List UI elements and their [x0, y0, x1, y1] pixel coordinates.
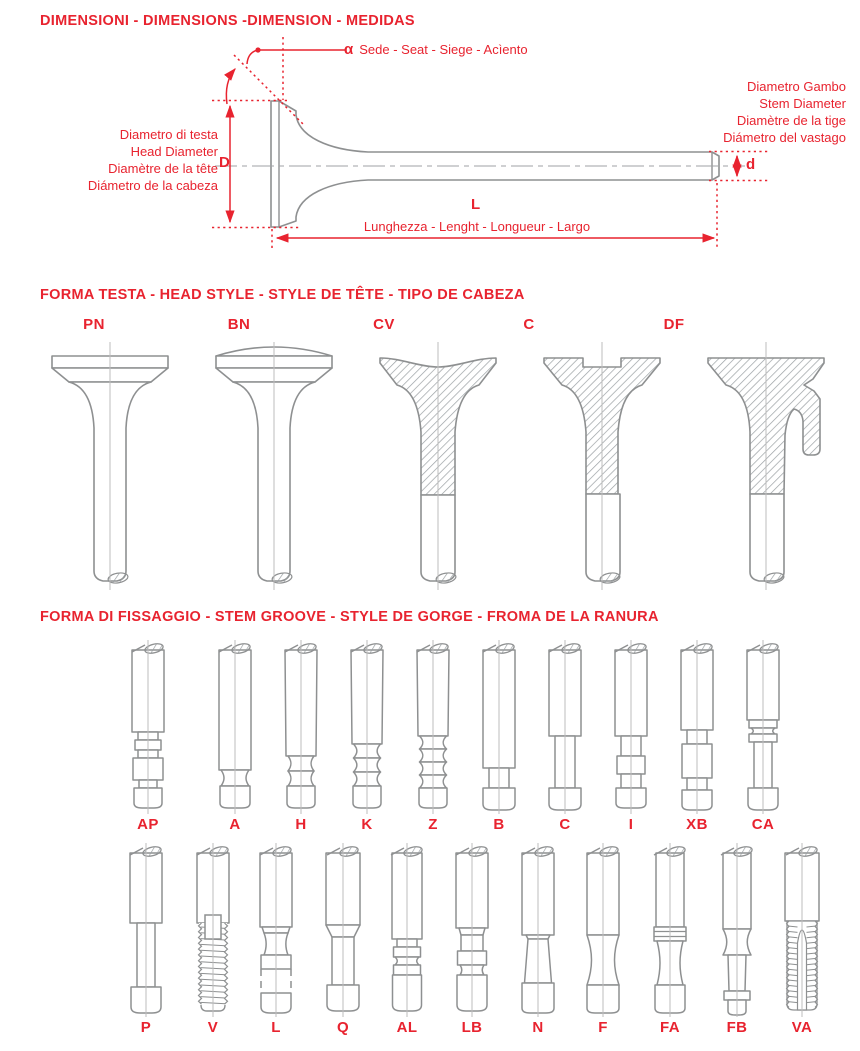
stem-groove-label-n: N [532, 1019, 544, 1036]
head-styles-section-title: FORMA TESTA - HEAD STYLE - STYLE DE TÊTE - TIPO DE CABEZA [40, 287, 525, 303]
head-style-drawing-cv [372, 338, 504, 596]
stem-groove-label-l: L [271, 1019, 281, 1036]
stem-groove-figure-q [310, 843, 376, 1036]
stem-groove-drawing-c [532, 640, 598, 814]
stem-groove-figure-n [505, 843, 571, 1036]
stem-groove-figure-fb [704, 843, 770, 1036]
stem-groove-drawing-z [400, 640, 466, 814]
stem-groove-figure-ca [730, 640, 796, 833]
stem-groove-label-f: F [598, 1019, 608, 1036]
stem-groove-drawing-h [268, 640, 334, 814]
stem-groove-drawing-xb [664, 640, 730, 814]
stem-groove-figure-k [334, 640, 400, 833]
stem-groove-drawing-n [505, 843, 571, 1017]
seat-angle-label [344, 41, 528, 58]
stem-diameter-symbol: d [746, 156, 756, 173]
stem-groove-drawing-lb [439, 843, 505, 1017]
stem-groove-figure-a [202, 640, 268, 833]
stem-groove-label-ca: CA [751, 816, 775, 833]
length-symbol: L [471, 196, 481, 213]
stem-groove-label-fb: FB [726, 1019, 748, 1036]
stem-groove-label-v: V [207, 1019, 219, 1036]
stem-groove-drawing-va [769, 843, 835, 1017]
stem-groove-label-h: H [295, 816, 307, 833]
seat-angle-text: Sede - Seat - Siege - Acìento [359, 42, 528, 57]
stem-groove-drawing-a [202, 640, 268, 814]
stem-groove-label-b: B [493, 816, 505, 833]
head-style-figure-df [700, 338, 832, 596]
head-style-figure-pn [44, 338, 176, 596]
dimensions-section-title: DIMENSIONI - DIMENSIONS -DIMENSION - MEDIDAS [40, 13, 415, 29]
stem-groove-label-xb: XB [686, 816, 708, 833]
head-style-figure-cv [372, 338, 504, 596]
stem-groove-figure-fa [637, 843, 703, 1036]
head-style-label-bn: BN [227, 316, 251, 333]
stem-groove-label-k: K [361, 816, 373, 833]
seat-angle-dot [255, 47, 260, 52]
seat-angle-symbol: α [344, 41, 354, 58]
stem-groove-drawing-p [113, 843, 179, 1017]
stem-groove-drawing-q [310, 843, 376, 1017]
stem-groove-figure-lb [439, 843, 505, 1036]
head-style-figure-bn [208, 338, 340, 596]
stem-groove-figure-b [466, 640, 532, 833]
stem-groove-row-2 [0, 843, 860, 1041]
stem-groove-drawing-v [180, 843, 246, 1017]
stem-groove-label-al: AL [396, 1019, 418, 1036]
stem-groove-figure-f [570, 843, 636, 1036]
stem-groove-label-ap: AP [137, 816, 159, 833]
stem-groove-drawing-ap [115, 640, 181, 814]
stem-groove-drawing-al [374, 843, 440, 1017]
stem-groove-figure-h [268, 640, 334, 833]
stem-groove-label-va: VA [791, 1019, 813, 1036]
stem-groove-figure-ap [115, 640, 181, 833]
stem-groove-drawing-f [570, 843, 636, 1017]
head-style-figure-c [536, 338, 668, 596]
stem-groove-label-p: P [140, 1019, 152, 1036]
stem-groove-figure-i [598, 640, 664, 833]
stem-groove-figure-z [400, 640, 466, 833]
stem-groove-drawing-fa [637, 843, 703, 1017]
stem-groove-label-fa: FA [660, 1019, 680, 1036]
stem-groove-figure-al [374, 843, 440, 1036]
stem-groove-drawing-ca [730, 640, 796, 814]
stem-groove-drawing-l [243, 843, 309, 1017]
head-style-label-pn: PN [83, 316, 105, 333]
stem-groove-figure-va [769, 843, 835, 1036]
stem-groove-figure-l [243, 843, 309, 1036]
stem-groove-figure-c [532, 640, 598, 833]
stem-groove-label-a: A [229, 816, 241, 833]
stem-groove-drawing-i [598, 640, 664, 814]
stem-groove-drawing-fb [704, 843, 770, 1017]
head-style-drawing-df [700, 338, 832, 596]
head-style-label-df: DF [663, 316, 685, 333]
head-style-label-cv: CV [373, 316, 395, 333]
stem-groove-drawing-b [466, 640, 532, 814]
stem-groove-figure-p [113, 843, 179, 1036]
head-style-drawing-pn [44, 338, 176, 596]
stem-groove-label-i: I [628, 816, 634, 833]
stem-groove-figure-v [180, 843, 246, 1036]
head-diameter-symbol: D [219, 154, 230, 171]
head-style-label-c: C [523, 316, 535, 333]
head-diameter-label: Diametro di testa Head Diameter Diamètre de la tête Diámetro de la cabeza [87, 127, 218, 193]
head-style-drawing-bn [208, 338, 340, 596]
stem-groove-label-z: Z [428, 816, 438, 833]
stem-diameter-label: Diametro Gambo Stem Diameter Diamètre de la tige Diámetro del vastago [723, 79, 846, 145]
length-label: Lunghezza - Lenght - Longueur - Largo [363, 219, 591, 234]
stem-groove-drawing-k [334, 640, 400, 814]
stem-groove-figure-xb [664, 640, 730, 833]
stem-grooves-section-title: FORMA DI FISSAGGIO - STEM GROOVE - STYLE DE GORGE - FROMA DE LA RANURA [40, 609, 659, 625]
stem-groove-label-lb: LB [461, 1019, 483, 1036]
stem-groove-label-c: C [559, 816, 571, 833]
stem-groove-label-q: Q [336, 1019, 350, 1036]
stem-groove-row-1 [0, 640, 860, 838]
valve-outline [271, 101, 719, 227]
head-style-drawing-c [536, 338, 668, 596]
